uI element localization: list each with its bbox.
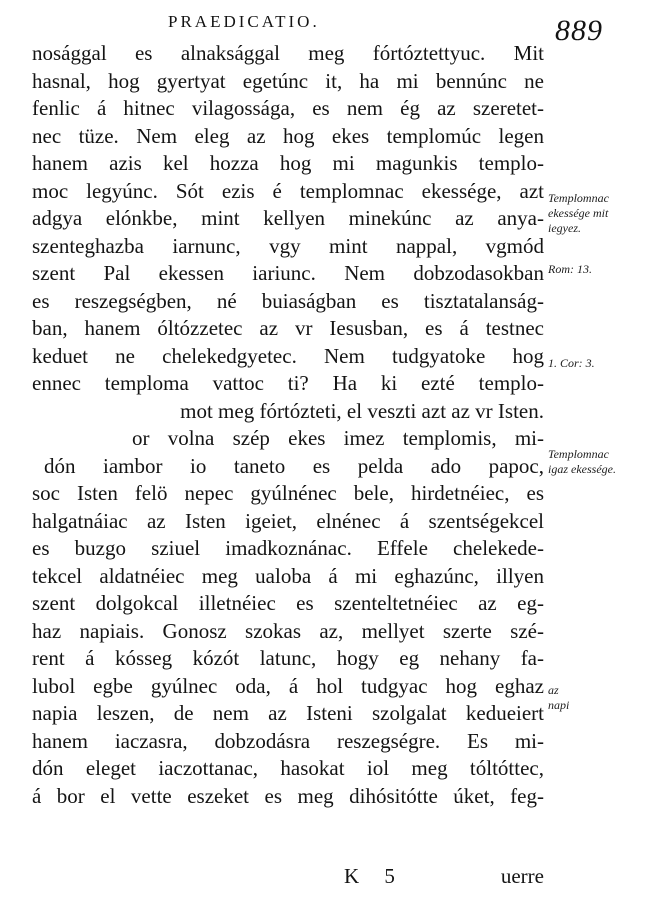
margin-note-line: iegyez. <box>548 221 581 235</box>
text-line: adgya elónkbe, mint kellyen minekúnc az anya- <box>32 206 544 230</box>
text-line: keduet ne chelekedgyetec. Nem tudgyatoke hog <box>32 343 544 368</box>
margin-note-line: igaz ekessége. <box>548 462 616 476</box>
text-line: or volna szép ekes imez templomis, mi- <box>132 426 544 450</box>
body-text <box>32 40 544 810</box>
margin-note <box>548 356 652 371</box>
text-line: rent á kósseg kózót latunc, hogy eg nehany fa- <box>32 646 544 670</box>
text-line: szent Pal ekessen iariunc. Nem dobzodasokban <box>32 261 544 285</box>
margin-note <box>548 447 652 477</box>
text-line: nec tüze. Nem eleg az hog ekes templomúc legen <box>32 123 544 148</box>
text-line: ban, hanem óltózzetec az vr Iesusban, es á testnec <box>32 316 544 340</box>
margin-note <box>548 262 652 277</box>
text-line: soc Isten felö nepec gyúlnénec bele, hirdetnéiec, es <box>32 481 544 505</box>
text-line: ennec temploma vattoc ti? Ha ki ezté templo- <box>32 371 544 395</box>
margin-note-line: Templomnac <box>548 191 609 205</box>
text-line: mot meg fórtózteti, el veszti azt az vr Isten. <box>180 398 544 423</box>
text-line: szenteghazba iarnunc, vgy mint nappal, vgmód <box>32 233 544 258</box>
page-footer <box>32 862 544 890</box>
margin-note-line: ekessége mit <box>548 206 609 220</box>
margin-note-line: Rom: 13. <box>548 262 592 276</box>
margin-note-line: Templomnac <box>548 447 609 461</box>
text-line: moc legyúnc. Sót ezis é templomnac ekessége, azt <box>32 178 544 203</box>
signature-mark: K 5 <box>344 864 405 888</box>
text-line: á bor el vette eszeket es meg dihósitótte úket, feg- <box>32 783 544 808</box>
text-line: dón eleget iaczottanac, hasokat iol meg tóltóttec, <box>32 756 544 780</box>
text-line: halgatnáiac az Isten igeiet, elnénec á szentségekcel <box>32 508 544 533</box>
catchword: uerre <box>500 864 544 888</box>
text-line: hanem azis kel hozza hog mi magunkis templo- <box>32 151 544 175</box>
text-line: napia leszen, de nem az Isteni szolgalat kedueiert <box>32 701 544 725</box>
text-line: tekcel aldatnéiec meg ualoba á mi eghazúnc, illyen <box>32 563 544 588</box>
text-line: haz napiais. Gonosz szokas az, mellyet szerte szé- <box>32 618 544 643</box>
margin-note-line: az <box>548 683 559 697</box>
text-line: es buzgo sziuel imadkoznánac. Effele chelekede- <box>32 536 544 560</box>
text-line: lubol egbe gyúlnec oda, á hol tudgyac hog eghaz <box>32 673 544 698</box>
text-line: nosággal es alnaksággal meg fórtóztettyuc. Mit <box>32 41 544 65</box>
running-head: PRAEDICATIO. <box>168 12 320 31</box>
margin-note <box>548 191 652 236</box>
text-line: hanem iaczasra, dobzodásra reszegségre. Es mi- <box>32 728 544 753</box>
page-number: 889 <box>555 14 603 47</box>
margin-note-line: napi <box>548 698 570 712</box>
text-line: dón iambor io taneto es pelda ado papoc, <box>44 453 544 478</box>
text-line: szent dolgokcal illetnéiec es szenteltetnéiec az eg- <box>32 591 544 615</box>
text-line: es reszegségben, né buiaságban es tisztatalanság- <box>32 288 544 313</box>
margin-note-line: 1. Cor: 3. <box>548 356 595 370</box>
text-line: hasnal, hog gyertyat egetúnc it, ha mi bennúnc ne <box>32 68 544 93</box>
margin-note <box>548 683 652 713</box>
text-line: fenlic á hitnec vilagossága, es nem ég az szeretet- <box>32 96 544 120</box>
